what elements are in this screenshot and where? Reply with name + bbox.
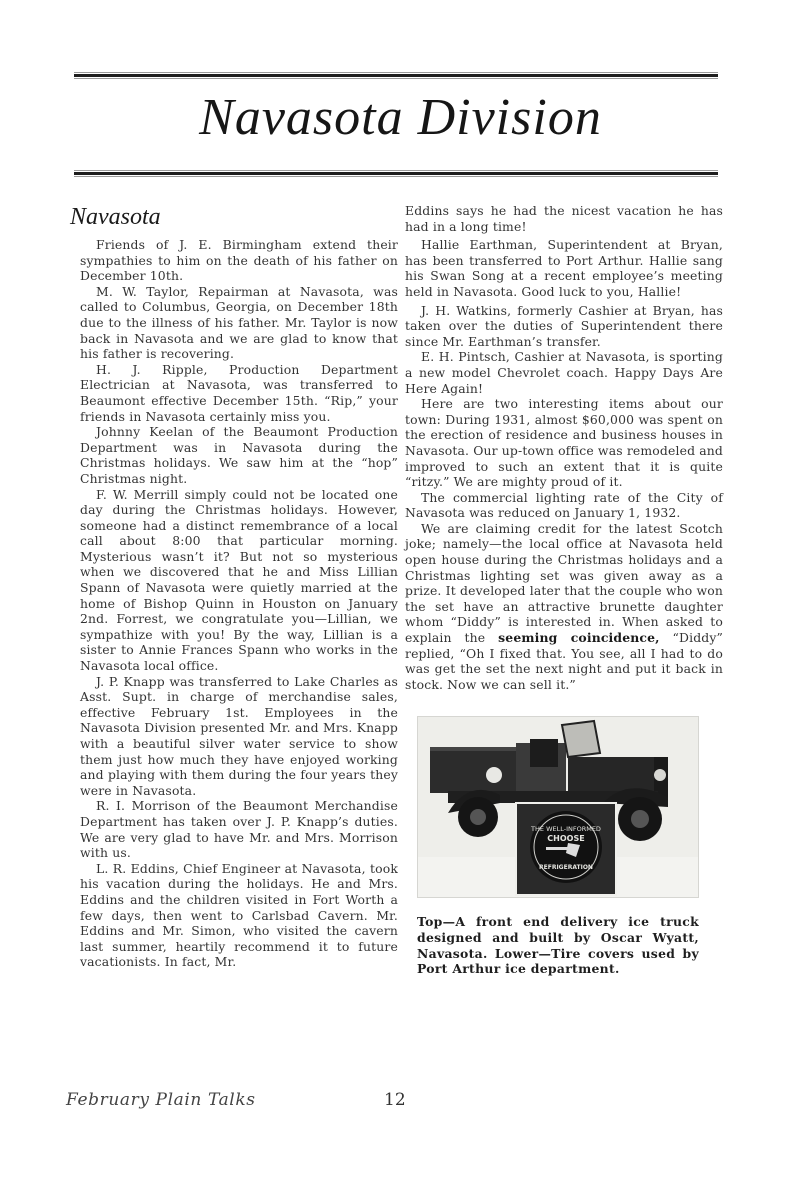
ice-truck-photo bbox=[417, 716, 699, 898]
paragraph-eddins: L. R. Eddins, Chief Engineer at Navasota, took his vacation during the holidays. He and Mrs. Eddins and the children visited in Fort Worth a few days, then went to Carlsbad Cavern. Mr. Eddins and Mr. Simon, who visited the cavern last summer, heartily recommend it to future vacationists. In fact, Mr. bbox=[80, 860, 398, 970]
paragraph-knapp: J. P. Knapp was transferred to Lake Charles as Asst. Supt. in charge of merchandise sales, effective February 1st. Employees in the Navasota Division presented Mr. and Mrs. Knapp with a beautiful silver water service to show them just how much they have enjoyed working and playing with them during the four years they were in Navasota. bbox=[80, 673, 398, 798]
photo-caption: Top—A front end delivery ice truck designed and built by Oscar Wyatt, Navasota. Lower—Tire covers used by Port Arthur ice department. bbox=[417, 914, 699, 977]
bold-phrase: seeming coincidence, bbox=[498, 630, 660, 646]
paragraph-scotch-joke: We are claiming credit for the latest Scotch joke; namely—the local office at Navasota held open house during the Christmas holidays and a Christmas lighting set was given away as a prize. It developed later that the couple who won the set have an attractive brunette daughter whom “Diddy” is interested in. When asked to explain the seeming coincidence, “Diddy” replied, “Oh I fixed that. You see, all I had to do was get the set the next night and put it back in stock. Now we can sell it.” bbox=[405, 520, 723, 692]
tire-cover-text-mid: CHOOSE bbox=[547, 834, 585, 844]
paragraph-eddins-continued: Eddins says he had the nicest vacation he has had in a long time! bbox=[405, 203, 723, 234]
paragraph-birmingham: Friends of J. E. Birmingham extend their sympathies to him on the death of his father on December 10th. bbox=[80, 237, 398, 284]
left-column bbox=[70, 203, 398, 970]
page-number: 12 bbox=[384, 1090, 406, 1110]
paragraph-lighting-rate: The commercial lighting rate of the City of Navasota was reduced on January 1, 1932. bbox=[405, 489, 723, 521]
paragraph-morrison: R. I. Morrison of the Beaumont Merchandise Department has taken over J. P. Knapp’s duties. We are very glad to have Mr. and Mrs. Morrison with us. bbox=[80, 798, 398, 861]
header-bottom-rule bbox=[74, 170, 718, 177]
paragraph-town-items: Here are two interesting items about our town: During 1931, almost $60,000 was spent on the erection of residence and business houses in Navasota. Our up-town office was remodeled and improved to such an extent that it is quite “ritzy.” We are mighty proud of it. bbox=[405, 396, 723, 490]
right-column bbox=[405, 203, 723, 977]
paragraph-pintsch: E. H. Pintsch, Cashier at Navasota, is sporting a new model Chevrolet coach. Happy Days Are Here Again! bbox=[405, 349, 723, 396]
paragraph-taylor: M. W. Taylor, Repairman at Navasota, was called to Columbus, Georgia, on December 18th due to the illness of his father. Mr. Taylor is now back in Navasota and we are glad to know that his father is recovering. bbox=[80, 283, 398, 362]
paragraph-earthman: Hallie Earthman, Superintendent at Bryan, has been transferred to Port Arthur. Hallie sang his Swan Song at a recent employee’s meeting held in Navasota. Good luck to you, Hallie! bbox=[405, 237, 723, 299]
paragraph-watkins: J. H. Watkins, formerly Cashier at Bryan, has taken over the duties of Superintendent there since Mr. Earthman’s transfer. bbox=[405, 302, 723, 349]
section-heading: Navasota bbox=[70, 204, 161, 230]
page-title: Navasota Division bbox=[199, 89, 602, 146]
footer-magazine-title: February Plain Talks bbox=[66, 1090, 256, 1110]
paragraph-keelan: Johnny Keelan of the Beaumont Production Department was in Navasota during the Christmas holidays. We saw him at the “hop” Christmas night. bbox=[80, 424, 398, 486]
paragraph-ripple: H. J. Ripple, Production Department Electrician at Navasota, was transferred to Beaumont effective December 15th. “Rip,” your friends in Navasota certainly miss you. bbox=[80, 361, 398, 424]
ice-truck-illustration bbox=[418, 717, 698, 897]
tire-cover-text-top: THE WELL-INFORMED bbox=[531, 825, 601, 834]
header-top-rule bbox=[74, 72, 718, 79]
tire-cover-text-bottom: REFRIGERATION bbox=[539, 864, 593, 872]
paragraph-merrill: F. W. Merrill simply could not be located one day during the Christmas holidays. However, someone had a distinct remembrance of a local call about 8:00 that particular morning. Mysterious wasn’t it? But not so mysterious when we discovered that he and Miss Lillian Spann of Navasota were quietly married at the home of Bishop Quinn in Houston on January 2nd. Forrest, we congratulate you—Lillian, we sympathize with you! By the way, Lillian is a sister to Annie Frances Spann who works in the Navasota local office. bbox=[80, 486, 398, 674]
